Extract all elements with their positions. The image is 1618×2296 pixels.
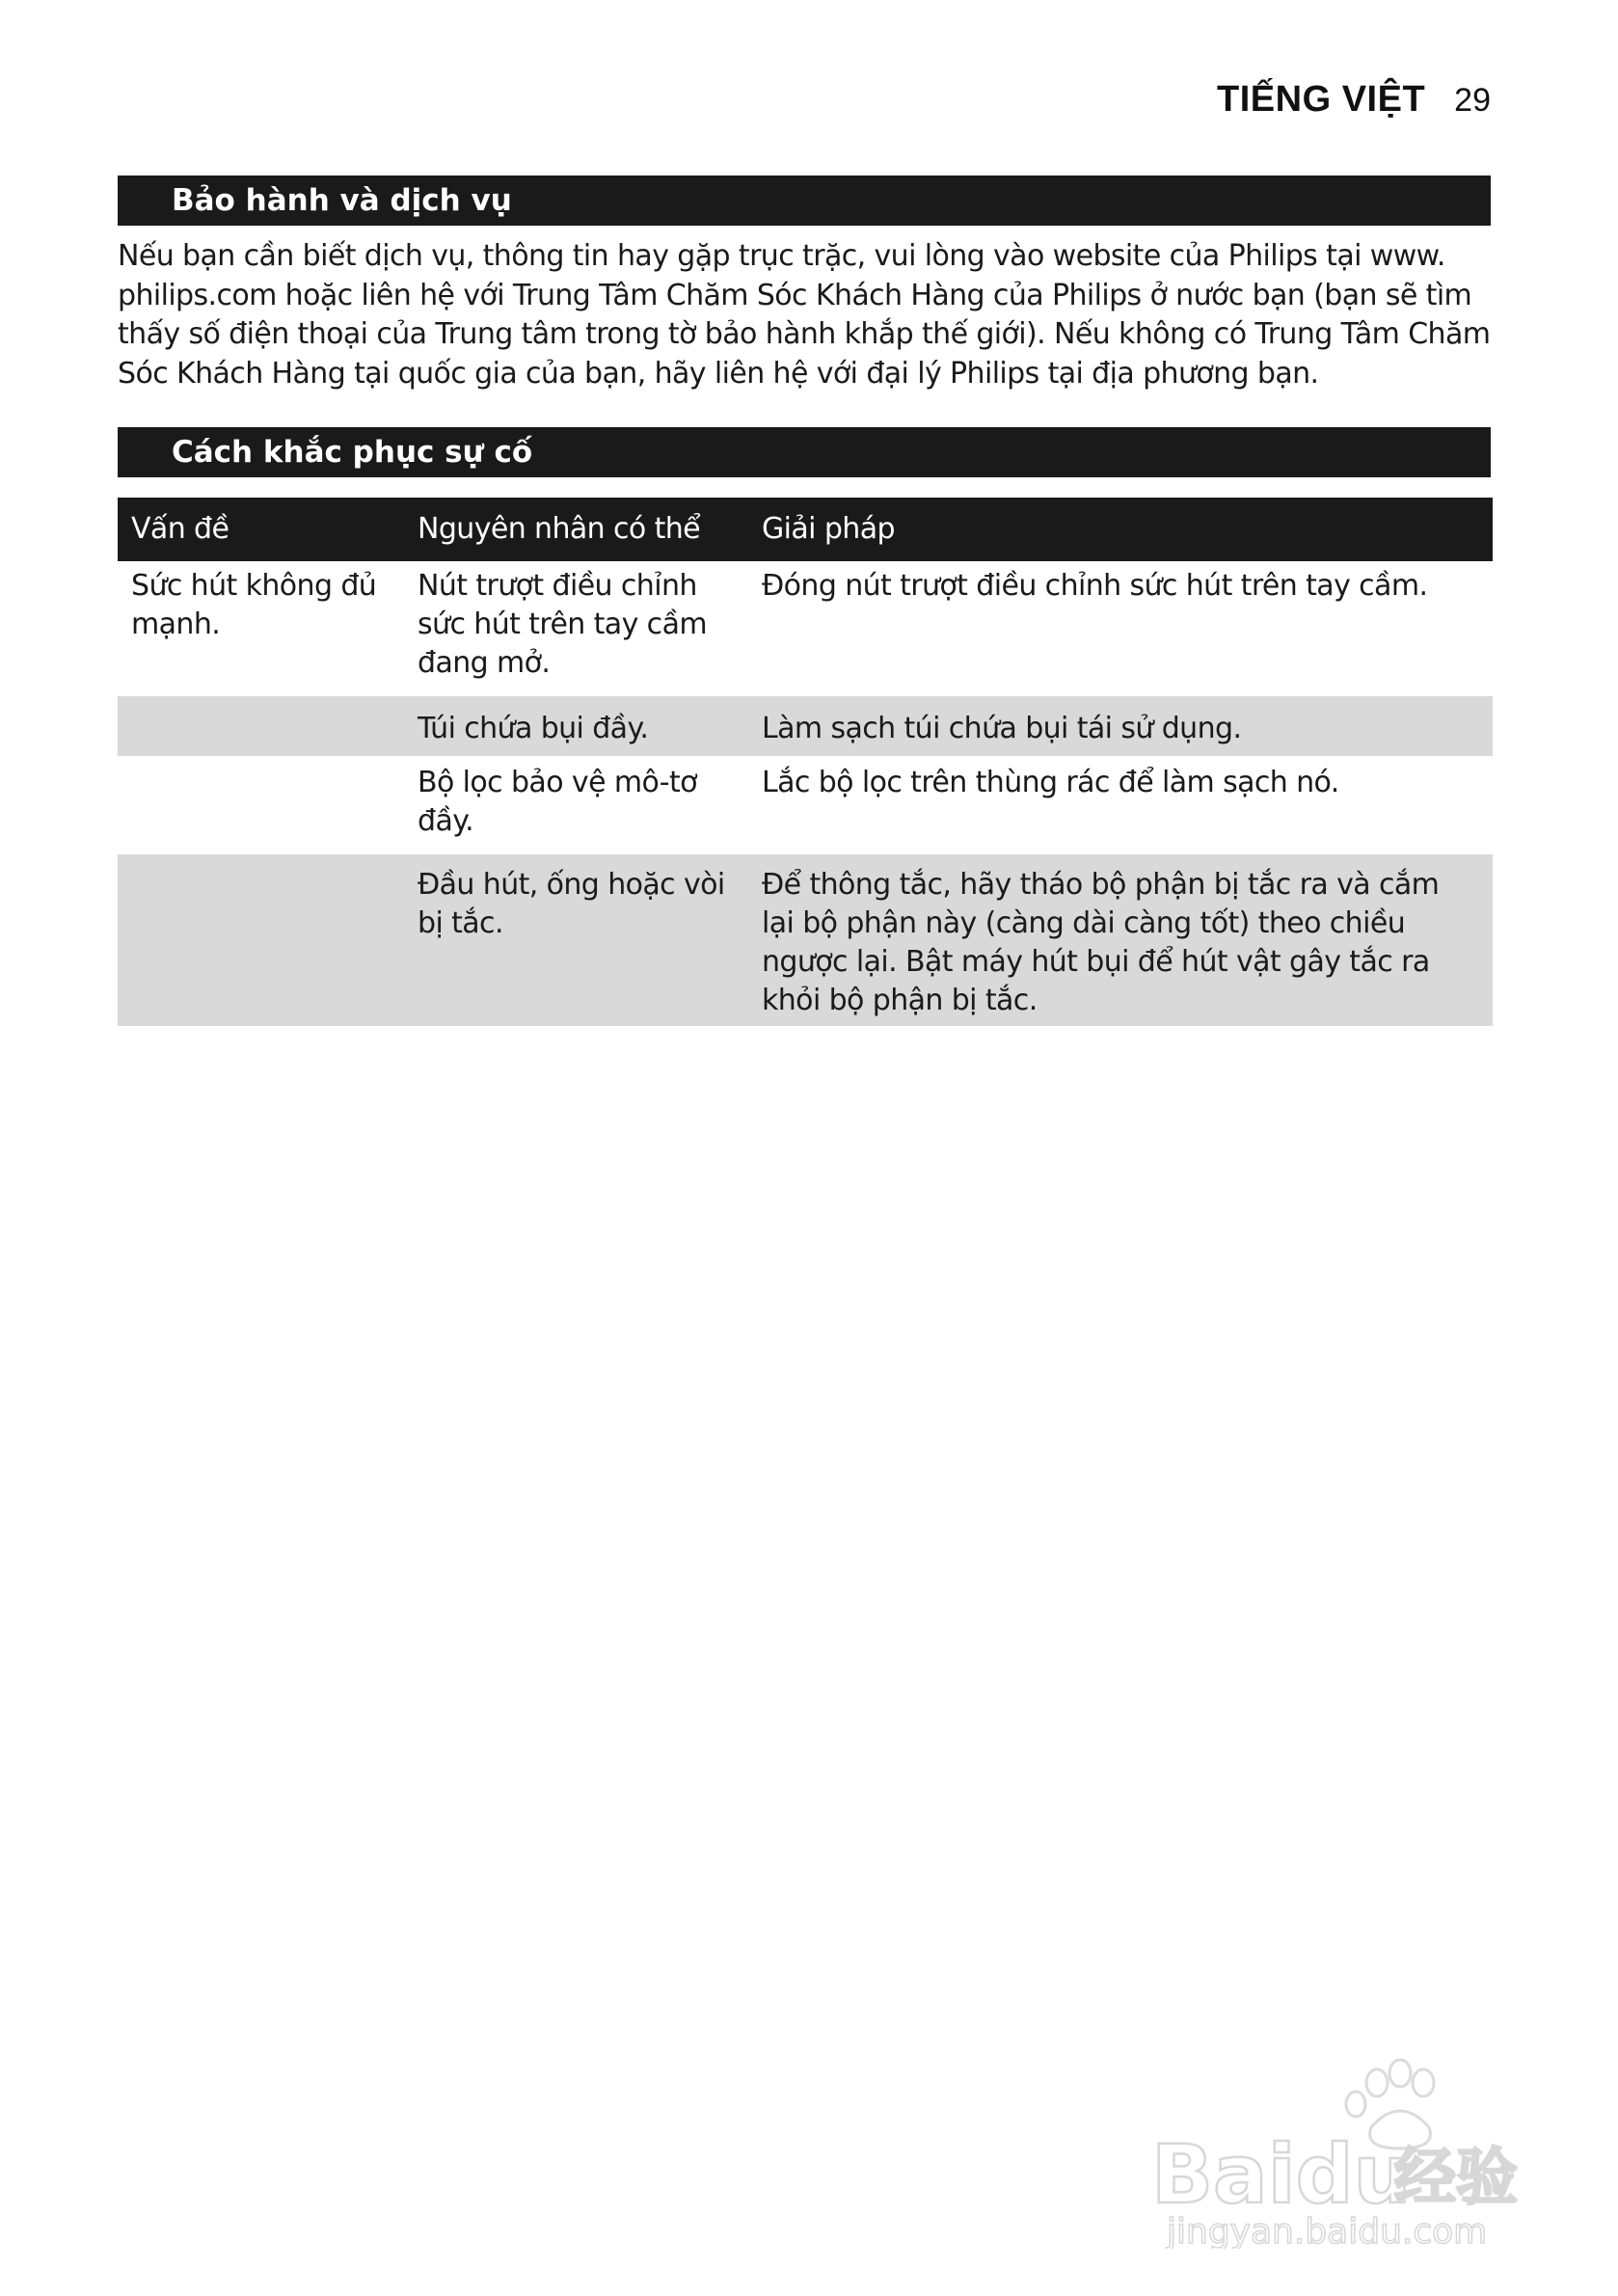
column-header-solution: Giải pháp bbox=[748, 498, 1493, 561]
table-row bbox=[118, 854, 1493, 1026]
baidu-watermark-logo bbox=[1147, 2056, 1552, 2249]
page-header bbox=[1217, 79, 1491, 121]
column-header-problem: Vấn đề bbox=[118, 498, 404, 561]
troubleshooting-table bbox=[118, 498, 1493, 1026]
table-row bbox=[118, 561, 1493, 696]
cell-problem bbox=[118, 756, 404, 854]
cell-solution: Làm sạch túi chứa bụi tái sử dụng. bbox=[748, 696, 1493, 756]
cell-problem bbox=[118, 696, 404, 756]
cell-solution: Để thông tắc, hãy tháo bộ phận bị tắc ra và cắm lại bộ phận này (càng dài càng tốt) theo chiều ngược lại. Bật máy hút bụi để hút vật gây tắc ra khỏi bộ phận bị tắc. bbox=[748, 854, 1493, 1026]
table-header-row bbox=[118, 498, 1493, 561]
watermark-brand-cn: 经验 bbox=[1394, 2143, 1518, 2214]
cell-solution: Lắc bộ lọc trên thùng rác để làm sạch nó. bbox=[762, 766, 1339, 799]
section-heading-troubleshooting: Cách khắc phục sự cố bbox=[118, 427, 1491, 477]
column-header-cause: Nguyên nhân có thể bbox=[404, 498, 748, 561]
watermark-url: jingyan.baidu.com bbox=[1167, 2212, 1488, 2249]
warranty-paragraph: Nếu bạn cần biết dịch vụ, thông tin hay gặp trục trặc, vui lòng vào website của Philips tại www. philips.com hoặc liên hệ với Trung Tâm Chăm Sóc Khách Hàng của Philips ở nước bạn (bạn sẽ tìm thấy số điện thoại của Trung tâm trong tờ bảo hành khắp thế giới). Nếu không có Trung Tâm Chăm Sóc Khách Hàng tại quốc gia của bạn, hãy liên hệ với đại lý Philips tại địa phương bạn. bbox=[118, 239, 1491, 391]
cell-solution: Đóng nút trượt điều chỉnh sức hút trên tay cầm. bbox=[762, 569, 1428, 603]
page-number: 29 bbox=[1454, 82, 1491, 119]
cell-cause: Đầu hút, ống hoặc vòi bị tắc. bbox=[404, 854, 748, 1026]
cell-cause: Túi chứa bụi đầy. bbox=[404, 696, 748, 756]
cell-cause: Bộ lọc bảo vệ mô-tơ đầy. bbox=[418, 766, 697, 838]
cell-problem: Sức hút không đủ mạnh. bbox=[131, 569, 377, 641]
watermark-brand: Baidu bbox=[1151, 2127, 1412, 2222]
cell-problem bbox=[118, 854, 404, 1026]
cell-cause: Nút trượt điều chỉnh sức hút trên tay cầm đang mở. bbox=[418, 569, 707, 680]
table-row bbox=[118, 756, 1493, 854]
table-row bbox=[118, 696, 1493, 756]
section-heading-warranty: Bảo hành và dịch vụ bbox=[118, 176, 1491, 226]
language-label: TIẾNG VIỆT bbox=[1217, 79, 1426, 120]
